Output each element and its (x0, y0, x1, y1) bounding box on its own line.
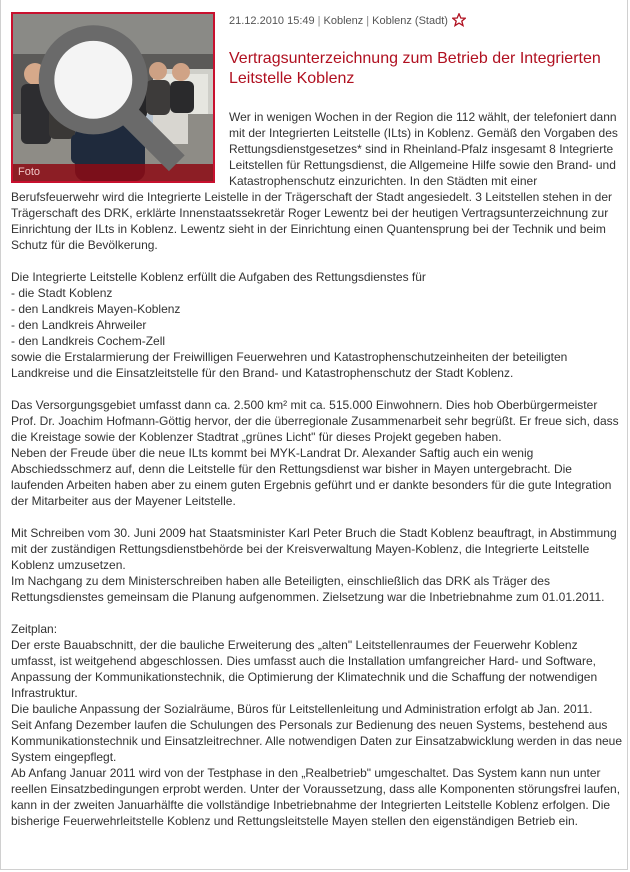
meta-separator: | (317, 15, 321, 27)
tasks-intro: Die Integrierte Leitstelle Koblenz erfüllt die Aufgaben des Rettungsdienstes für (11, 270, 426, 284)
list-item: - den Landkreis Ahrweiler (11, 318, 147, 332)
star-outline-icon[interactable] (452, 13, 466, 27)
schedule-go-live: Ab Anfang Januar 2011 wird von der Testphase in den „Realbetrieb" umgeschaltet. Das System kann nun unter reellen Einsatzbedingungen erprobt werden. Unter der Voraussetzung, dass alle Komponenten störungsfrei laufen, kann in der zweiten Januarhälfte die vollständige Inbetriebnahme der Integrierten Leitstelle Koblenz erfolgen. Die bisherige Feuerwehrleitstelle Koblenz und Rettungsleitstelle Mayen stellen den eigenständigen Betrieb ein. (11, 766, 621, 828)
paragraph-mandate: Mit Schreiben vom 30. Juni 2009 hat Staatsminister Karl Peter Bruch die Stadt Koblenz beauftragt, in Abstimmung mit der zuständigen Rettungsdienstbehörde bei der Kreisverwaltung Mayen-Koblenz, die Integrierte Leitstelle Koblenz umzusetzen. (11, 526, 617, 572)
tasks-outro: sowie die Erstalarmierung der Freiwilligen Feuerwehren und Katastrophenschutzeinheiten der beteiligten Landkreise und die Einsatzleitstelle für den Brand- und Katastrophenschutz der Stadt Koblenz. (11, 350, 568, 380)
schedule-training: Seit Anfang Dezember laufen die Schulungen des Personals zur Bedienung des neuen Systems, bestehend aus Kommunikationstechnik und Einsatzleitrechner. Alle notwendigen Daten zur Einsatzabwicklung werden in das neue System eingepflegt. (11, 718, 623, 764)
category-link-koblenz-stadt[interactable]: Koblenz (Stadt) (372, 15, 448, 27)
schedule-label: Zeitplan: (11, 622, 58, 636)
meta-separator: | (366, 15, 370, 27)
category-link-koblenz[interactable]: Koblenz (323, 15, 364, 27)
photo-caption: Foto (13, 164, 213, 181)
paragraph-coverage: Das Versorgungsgebiet umfasst dann ca. 2.500 km² mit ca. 515.000 Einwohnern. Dies hob Oberbürgermeister Prof. Dr. Joachim Hofmann-Göttig hervor, der die überregionale Zusammenarbeit sehr begrüßt. Er freue sich, dass die Kreistage sowie der Koblenzer Stadtrat „grünes Licht" für dieses Projekt gegeben haben. (11, 398, 619, 444)
list-item: - die Stadt Koblenz (11, 286, 113, 300)
article-meta (229, 13, 466, 29)
schedule-phase-1: Der erste Bauabschnitt, der die bauliche Erweiterung des „alten" Leitstellenraumes der Feuerwehr Koblenz umfasst, ist weitgehend abgeschlossen. Dies umfasst auch die Installation umfangreicher Hard- und Software, Anpassung der Kommunikationstechnik, die Optimierung der Klimatechnik und die Schaffung der notwendigen Infrastruktur. (11, 638, 598, 700)
paragraph-intro: Wer in wenigen Wochen in der Region die 112 wählt, der telefoniert dann mit der Integrierten Leitstelle (ILts) in Koblenz. Gemäß den Vorgaben des Rettungsdienstgesetzes* sind in Rheinland-Pfalz insgesamt 8 Integrierte Leitstellen für Rettungsdienst, die Allgemeine Hilfe sowie den Brand- und Katastrophenschutz einzurichten. In den Städten mit einer Berufsfeuerwehr wird die Integrierte Leistelle in der Trägerschaft der Stadt angesiedelt. 3 Leitstellen stehen in der Trägerschaft des DRK, erklärte Innenstaatssekretär Roger Lewentz bei der heutigen Vertragsunterzeichnung zur Einrichtung der ILts in Koblenz. Lewentz sieht in der Einrichtung einen Quantensprung bei der Technik und beim Schutz für die Bevölkerung. (11, 110, 618, 252)
paragraph-tasks (11, 269, 623, 381)
article-body (11, 109, 623, 829)
schedule-phase-2: Die bauliche Anpassung der Sozialräume, Büros für Leitstellenleitung und Administration erfolgt ab Jan. 2011. (11, 702, 593, 716)
paragraph-landrat: Neben der Freude über die neue ILts kommt bei MYK-Landrat Dr. Alexander Saftig auch ein wenig Abschiedsschmerz auf, denn die Leitstelle für den Rettungsdienst war bisher in Mayen untergebracht. Die laufenden Arbeiten haben aber zu einem guten Ergebnis geführt und er dankte besonders für die gute Integration der Mitarbeiter aus der Mayener Leitstelle. (11, 446, 612, 508)
article-title: Vertragsunterzeichnung zum Betrieb der Integrierten Leitstelle Koblenz (229, 50, 601, 87)
list-item: - den Landkreis Cochem-Zell (11, 334, 166, 348)
paragraph-planning: Im Nachgang zu dem Ministerschreiben haben alle Beteiligten, einschließlich das DRK als Träger des Rettungsdienstes gemeinsam die Planung aufgenommen. Zielsetzung war die Inbetriebnahme zum 01.01.2011. (11, 574, 605, 604)
list-item: - den Landkreis Mayen-Koblenz (11, 302, 181, 316)
article-datetime: 21.12.2010 15:49 (229, 15, 315, 27)
